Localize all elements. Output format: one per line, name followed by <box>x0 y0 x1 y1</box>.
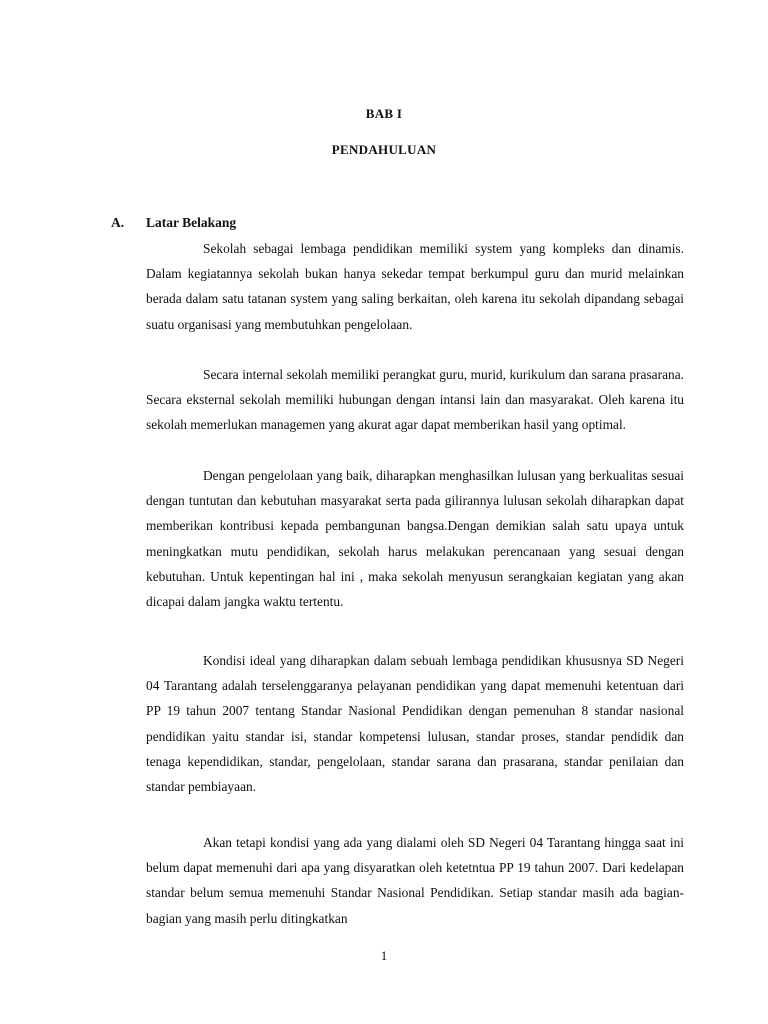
page-number: 1 <box>380 948 388 963</box>
paragraph: Sekolah sebagai lembaga pendidikan memiliki system yang kompleks dan dinamis. Dalam kegiatannya sekolah bukan hanya sekedar tempat berkumpul guru dan murid melainkan berada dalam satu tatanan system yang saling berkaitan, oleh karena itu sekolah dipandang sebagai suatu organisasi yang membutuhkan pengelolaan. <box>146 241 684 332</box>
paragraph: Secara internal sekolah memiliki perangkat guru, murid, kurikulum dan sarana prasarana. Secara eksternal sekolah memiliki hubungan dengan intansi lain dan masyarakat. Oleh karena itu sekolah memerlukan managemen yang akurat agar dapat memberikan hasil yang optimal. <box>146 367 684 433</box>
section-marker: A. <box>111 215 125 230</box>
paragraph: Kondisi ideal yang diharapkan dalam sebuah lembaga pendidikan khususnya SD Negeri 04 Tarantang adalah terselenggaranya pelayanan pendidikan yang dapat memenuhi ketentuan dari PP 19 tahun 2007 tentang Standar Nasional Pendidikan dengan pemenuhan 8 standar nasional pendidikan yaitu standar isi, standar kompetensi lulusan, standar proses, standar pendidik dan tenaga kependidikan, standar, pengelolaan, standar sarana dan prasarana, standar penilaian dan standar pembiayaan. <box>146 653 684 795</box>
paragraph: Dengan pengelolaan yang baik, diharapkan menghasilkan lulusan yang berkualitas sesuai dengan tuntutan dan kebutuhan masyarakat serta pada gilirannya lulusan sekolah diharapkan dapat memberikan kontribusi kepada pembangunan bangsa.Dengan demikian salah satu upaya untuk meningkatkan mutu pendidikan, sekolah harus melakukan perencanaan yang sesuai dengan kebutuhan. Untuk kepentingan hal ini , maka sekolah menyusun serangkaian kegiatan yang akan dicapai dalam jangka waktu tertentu. <box>146 468 684 610</box>
paragraph: Akan tetapi kondisi yang ada yang dialami oleh SD Negeri 04 Tarantang hingga saat ini belum dapat memenuhi dari apa yang disyaratkan oleh ketetntua PP 19 tahun 2007. Dari kedelapan standar belum semua memenuhi Standar Nasional Pendidikan. Setiap standar masih ada bagian-bagian yang masih perlu ditingkatkan <box>146 835 684 926</box>
section-heading: Latar Belakang <box>146 215 237 230</box>
chapter-label: BAB I <box>365 106 403 121</box>
chapter-title: PENDAHULUAN <box>331 142 437 157</box>
